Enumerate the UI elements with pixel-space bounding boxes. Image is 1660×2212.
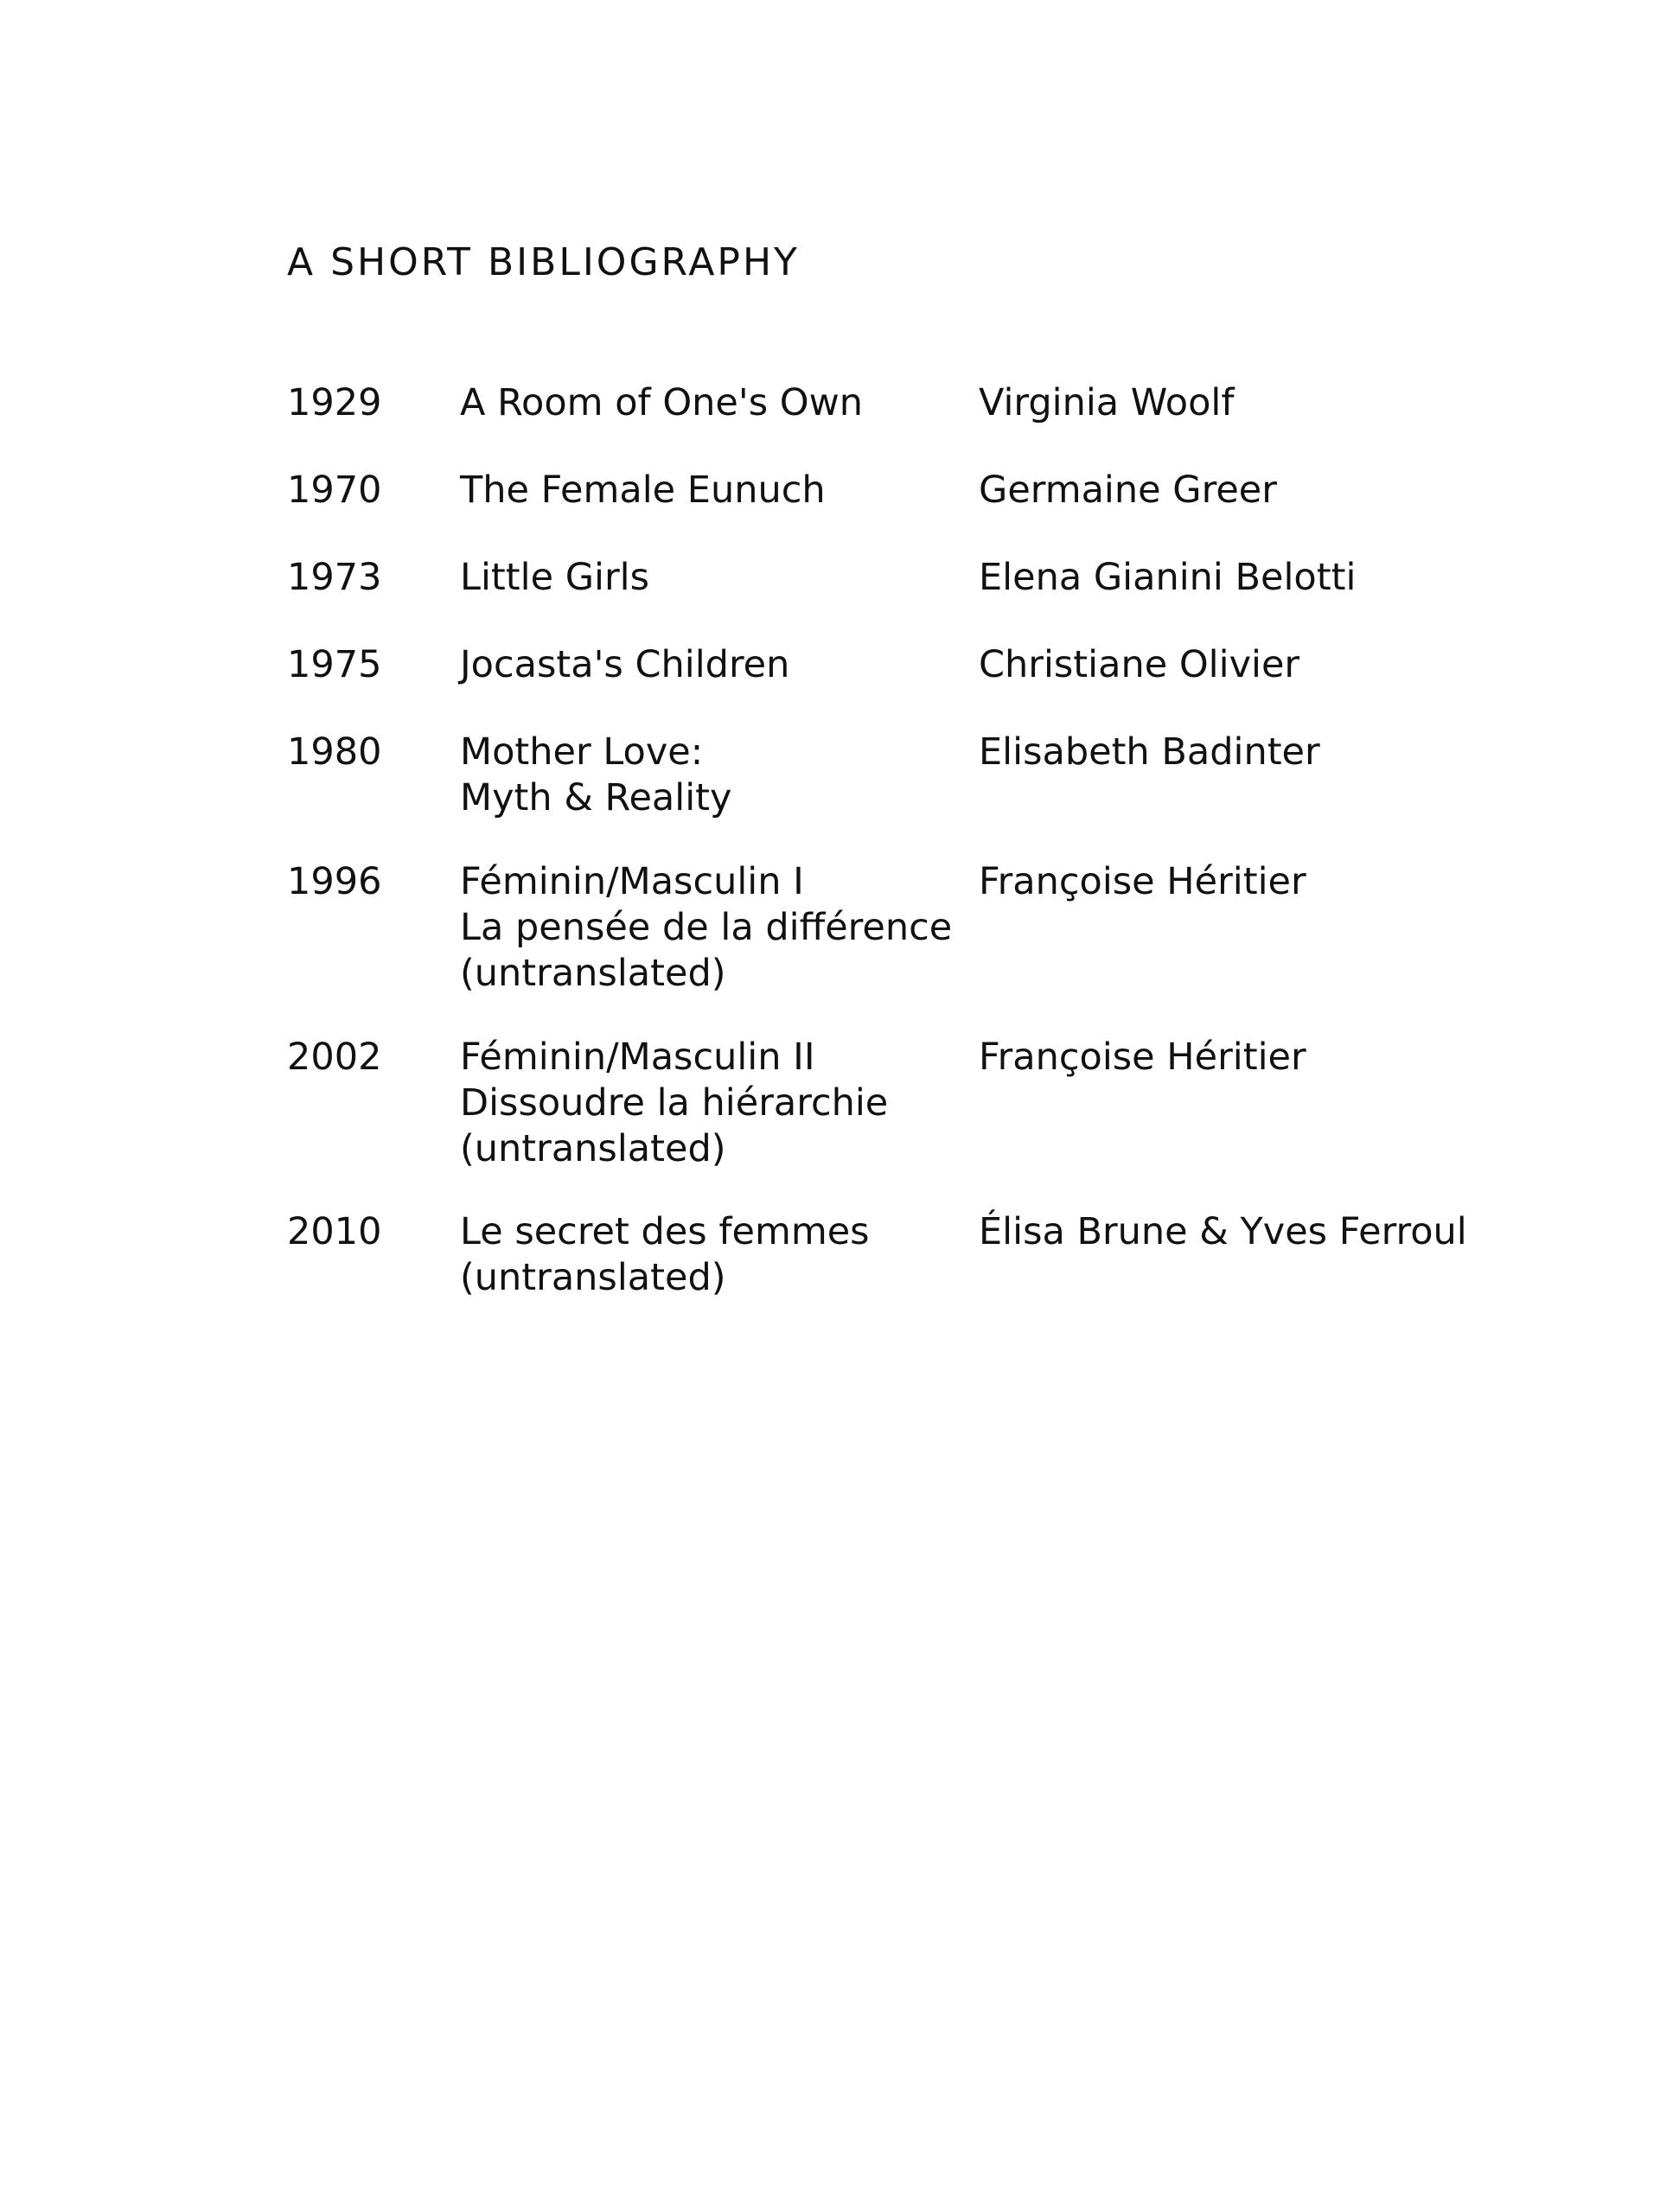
- entry-title: [460, 1209, 1013, 1301]
- entry-year: 2010: [287, 1210, 382, 1253]
- entry-title: [460, 859, 1013, 997]
- entry-year: 1973: [287, 556, 382, 599]
- entry-title-line: A Room of One's Own: [460, 381, 864, 424]
- entry-title: [460, 642, 1013, 688]
- entry-title: [460, 468, 1013, 513]
- entry-title-line: Mother Love:: [460, 730, 704, 774]
- entry-title-line: La pensée de la différence: [460, 906, 953, 949]
- entry-year: 1970: [287, 469, 382, 512]
- entry-year: 1996: [287, 860, 382, 903]
- entry-title-line: Le secret des femmes: [460, 1210, 870, 1253]
- entry-title-line: Féminin/Masculin II: [460, 1036, 815, 1079]
- entry-title: [460, 555, 1013, 601]
- entry-title-line: Dissoudre la hiérarchie: [460, 1081, 889, 1125]
- entry-year: 1929: [287, 381, 382, 424]
- entry-year: 2002: [287, 1036, 382, 1079]
- entry-title-line: Jocasta's Children: [460, 643, 790, 686]
- entry-year: 1975: [287, 643, 382, 686]
- entry-year: 1980: [287, 730, 382, 774]
- entry-title: [460, 730, 1013, 821]
- entry-title-line: (untranslated): [460, 1127, 726, 1170]
- entry-author: Françoise Héritier: [979, 1036, 1306, 1079]
- entry-author: Elena Gianini Belotti: [979, 556, 1357, 599]
- entry-title-line: Myth & Reality: [460, 776, 732, 819]
- entry-author: Élisa Brune & Yves Ferroul: [979, 1210, 1467, 1253]
- entry-author: Elisabeth Badinter: [979, 730, 1320, 774]
- entry-title-line: Féminin/Masculin I: [460, 860, 804, 903]
- page-title: A SHORT BIBLIOGRAPHY: [287, 240, 800, 284]
- entry-title-line: (untranslated): [460, 1256, 726, 1299]
- entry-title: [460, 1035, 1013, 1172]
- entry-title-line: The Female Eunuch: [460, 469, 826, 512]
- entry-author: Christiane Olivier: [979, 643, 1300, 686]
- entry-author: Françoise Héritier: [979, 860, 1306, 903]
- entry-title: [460, 380, 1013, 426]
- entry-author: Germaine Greer: [979, 469, 1277, 512]
- entry-author: Virginia Woolf: [979, 381, 1235, 424]
- entry-title-line: Little Girls: [460, 556, 649, 599]
- entry-title-line: (untranslated): [460, 952, 726, 995]
